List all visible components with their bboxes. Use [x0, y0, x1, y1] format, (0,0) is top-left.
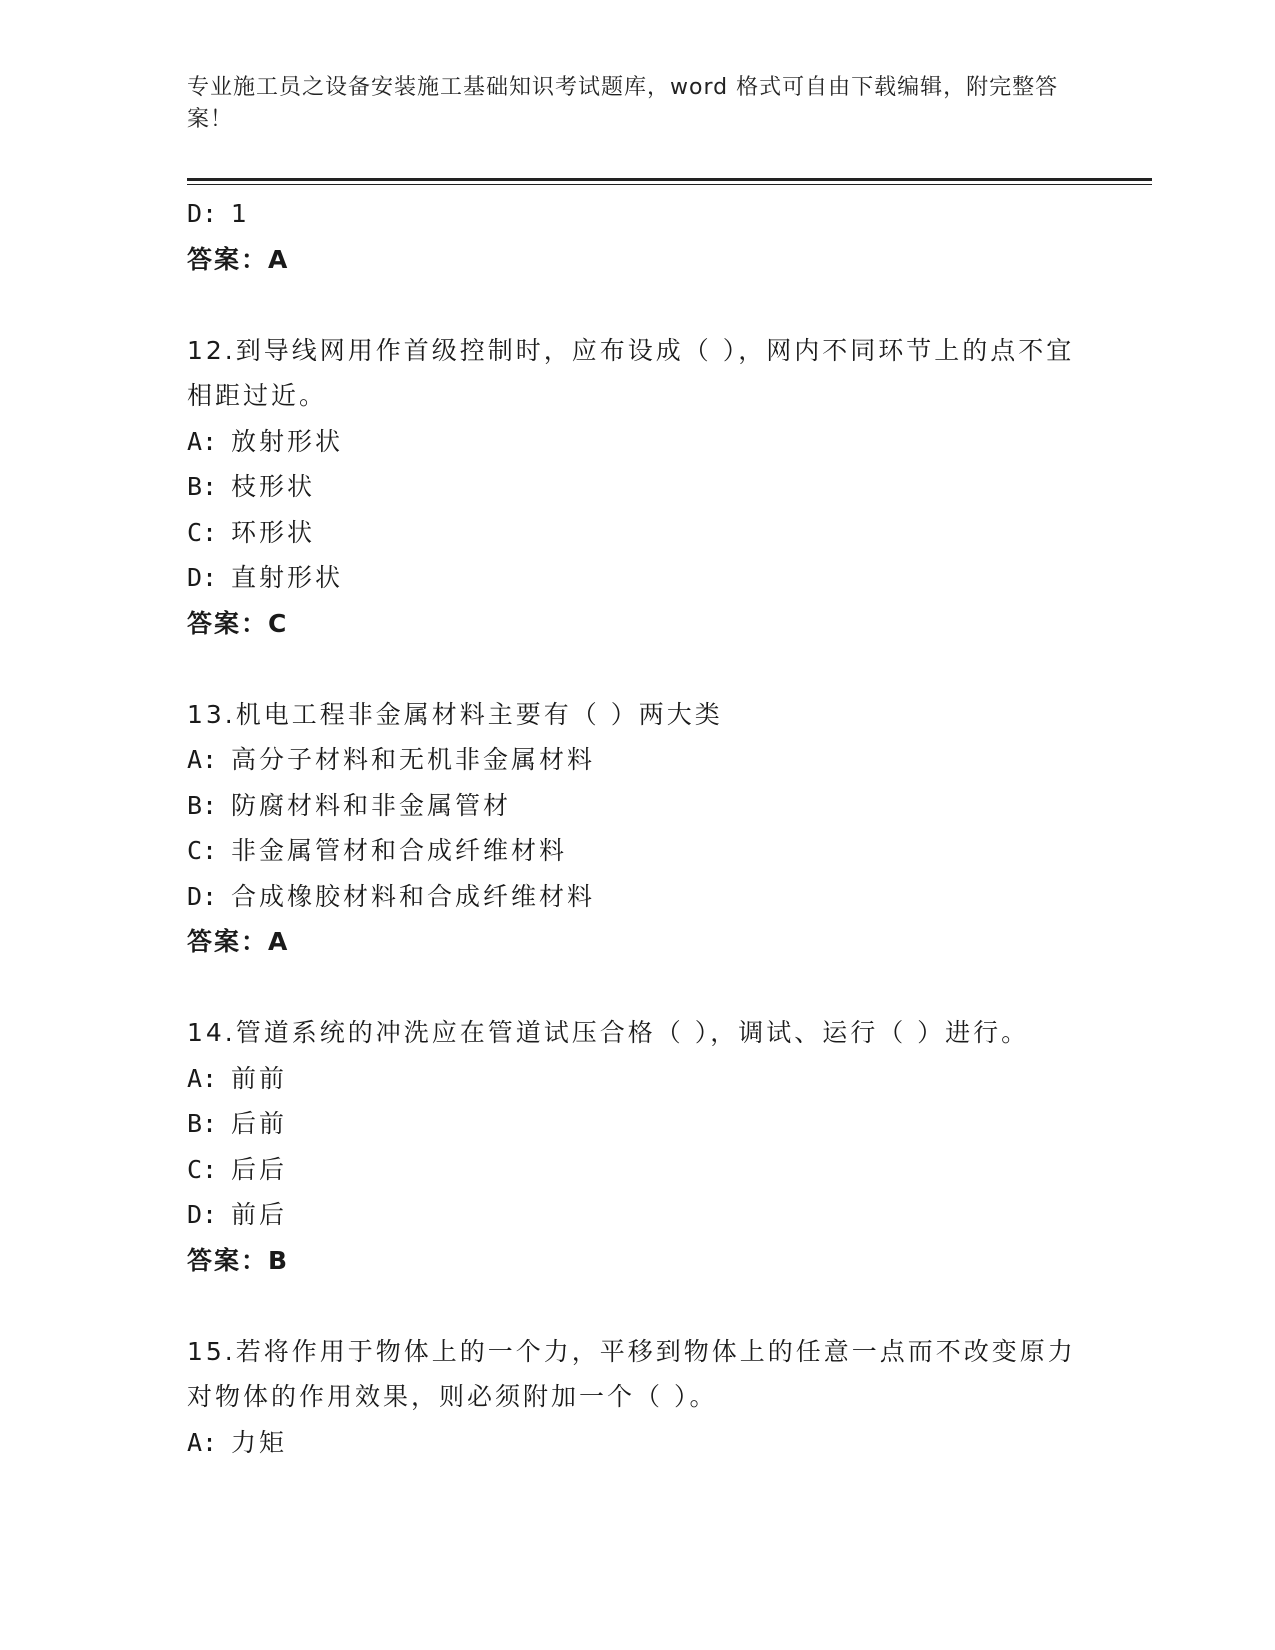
option-c	[187, 1147, 1077, 1193]
option-c	[187, 510, 1077, 556]
option-text: 直射形状	[231, 563, 344, 592]
option-b	[187, 464, 1077, 510]
option-letter: D:	[187, 881, 218, 911]
option-letter: D:	[187, 563, 218, 592]
spacer	[187, 1283, 1077, 1329]
option-text: 力矩	[231, 1427, 288, 1457]
option-a	[187, 419, 1077, 465]
option-d	[187, 191, 1077, 237]
option-d	[187, 555, 1077, 601]
option-a	[187, 737, 1077, 783]
question-13-stem: 13.机电工程非金属材料主要有（ ）两大类	[187, 699, 723, 729]
option-letter: A:	[187, 1063, 218, 1093]
answer-line: 答案：A	[187, 244, 290, 274]
header-rule-thin	[187, 184, 1152, 185]
option-letter: A:	[187, 426, 218, 456]
option-text: 非金属管材和合成纤维材料	[231, 836, 568, 865]
option-b	[187, 783, 1077, 829]
question-list	[187, 191, 1077, 1465]
option-letter: D:	[187, 1200, 218, 1229]
option-letter: B:	[187, 790, 218, 820]
option-text: 后后	[231, 1154, 288, 1184]
question-15-stem: 15.若将作用于物体上的一个力，平移到物体上的任意一点而不改变原力对物体的作用效果，则必须附加一个（ ）。	[187, 1336, 1076, 1411]
spacer	[187, 646, 1077, 692]
option-text: 后前	[231, 1109, 288, 1138]
option-a	[187, 1420, 1077, 1466]
option-letter: A:	[187, 745, 218, 774]
option-text: 前后	[231, 1200, 288, 1229]
option-text: 高分子材料和无机非金属材料	[231, 745, 596, 774]
answer-line: 答案：B	[187, 1245, 290, 1275]
page-header: 专业施工员之设备安装施工基础知识考试题库，word 格式可自由下载编辑，附完整答案！	[187, 75, 1059, 132]
option-letter: C:	[187, 1154, 218, 1184]
option-text: 放射形状	[231, 426, 344, 456]
option-c	[187, 828, 1077, 874]
option-b	[187, 1101, 1077, 1147]
option-text: 前前	[231, 1063, 288, 1093]
option-letter: C:	[187, 517, 218, 547]
option-letter: B:	[187, 1109, 218, 1138]
option-letter: A:	[187, 1427, 218, 1457]
option-text: 枝形状	[231, 472, 316, 501]
option-d	[187, 1192, 1077, 1238]
question-14-stem: 14.管道系统的冲洗应在管道试压合格（ ），调试、运行（ ）进行。	[187, 1018, 1030, 1047]
option-text: 1	[231, 199, 250, 228]
option-a	[187, 1056, 1077, 1102]
option-d	[187, 874, 1077, 920]
option-text: 环形状	[231, 517, 316, 547]
answer-line: 答案：C	[187, 608, 289, 638]
option-text: 防腐材料和非金属管材	[231, 790, 512, 820]
option-letter: B:	[187, 472, 218, 501]
question-12-stem: 12.到导线网用作首级控制时，应布设成（ ），网内不同环节上的点不宜相距过近。	[187, 335, 1075, 410]
spacer	[187, 965, 1077, 1011]
answer-line: 答案：A	[187, 927, 290, 956]
option-letter: D:	[187, 199, 218, 228]
spacer	[187, 282, 1077, 328]
header-rule-thick	[187, 178, 1152, 181]
option-letter: C:	[187, 836, 218, 865]
option-text: 合成橡胶材料和合成纤维材料	[231, 881, 596, 911]
